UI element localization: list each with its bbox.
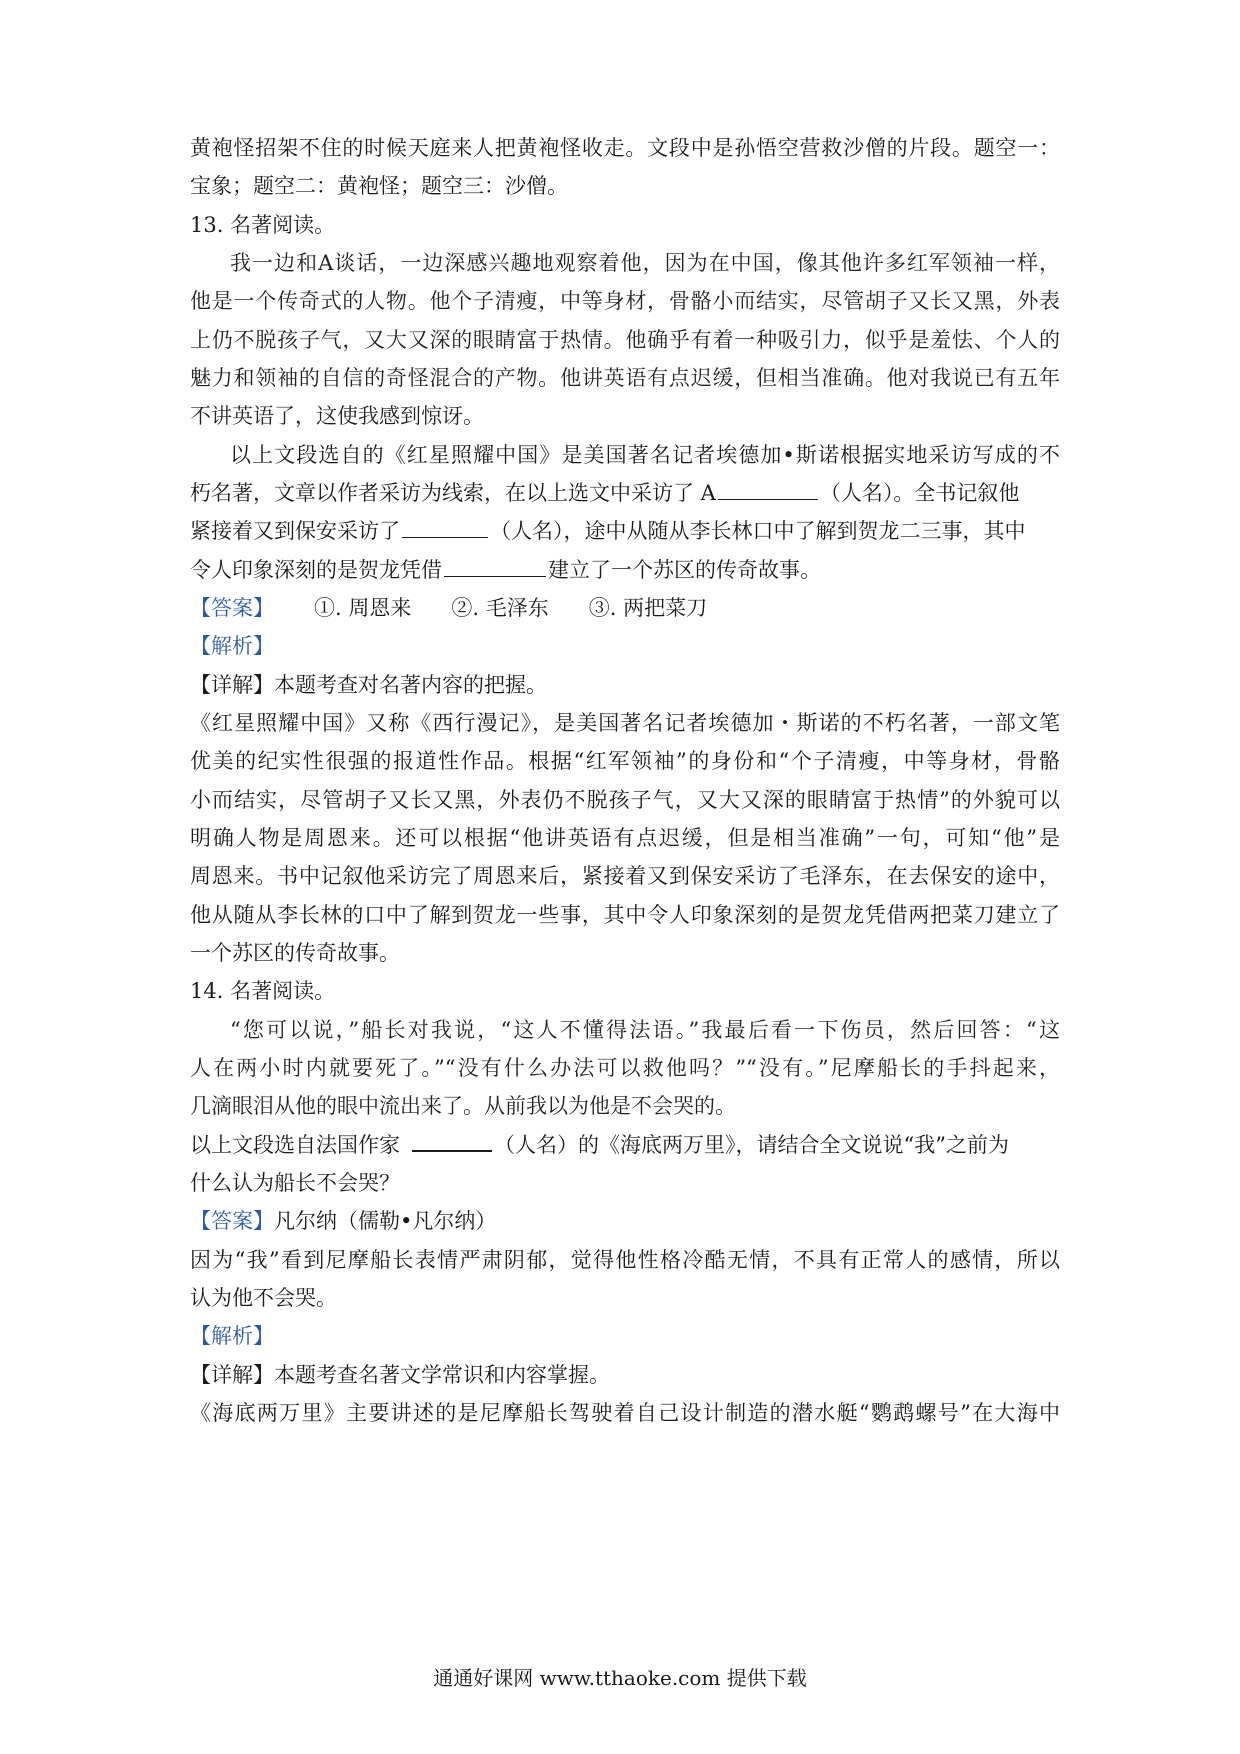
answer-blank[interactable]	[718, 479, 818, 500]
answer-item: ①. 周恩来	[314, 596, 412, 620]
q14-answer-line: 因为“我”看到尼摩船长表情严肃阴郁，觉得他性格冷酷无情，不具有正常人的感情，所以	[190, 1248, 1060, 1272]
q13-question-line	[190, 478, 1060, 508]
q13-passage-line: 魅力和领袖的自信的奇怪混合的产物。他讲英语有点迟缓，但相当准确。他对我说已有五年	[190, 366, 1060, 390]
text-line: 宝象；题空二：黄袍怪；题空三：沙僧。	[190, 174, 568, 198]
q14-passage-line: 人在两小时内就要死了。”“没有什么办法可以救他吗？”“没有。”尼摩船长的手抖起来，	[190, 1056, 1060, 1080]
detail-tag: 【详解】	[190, 1363, 274, 1387]
detail-text: 本题考查名著文学常识和内容掌握。	[274, 1363, 610, 1387]
q13-detail-line	[190, 670, 1060, 700]
analysis-tag: 【解析】	[190, 634, 274, 658]
q13-explanation-line: 明确人物是周恩来。还可以根据“他讲英语有点迟缓，但是相当准确”一句，可知“他”是	[190, 826, 1060, 850]
q13-analysis-line	[190, 631, 1060, 661]
q13-question-text: 朽名著，文章以作者采访为线索，在以上选文中采访了 A	[190, 481, 716, 505]
detail-tag: 【详解】	[190, 673, 274, 697]
analysis-tag: 【解析】	[190, 1324, 274, 1348]
q13-question-text: 令人印象深刻的是贺龙凭借	[190, 558, 442, 582]
q13-answer-line	[190, 593, 1060, 623]
answer-tag: 【答案】	[190, 1209, 274, 1233]
q13-question-text: （人名）。全书记叙他	[819, 481, 1020, 505]
answer-item: ②. 毛泽东	[451, 596, 549, 620]
q14-detail-line	[190, 1360, 1060, 1390]
q13-question-text: （人名），途中从随从李长林口中了解到贺龙二三事，其中	[490, 519, 1026, 543]
q13-explanation-line: 他从随从李长林的口中了解到贺龙一些事，其中令人印象深刻的是贺龙凭借两把菜刀建立了	[190, 903, 1060, 927]
q13-passage-line: 不讲英语了，这使我感到惊讶。	[190, 404, 484, 428]
answer-blank[interactable]	[412, 1130, 492, 1152]
answer-item: ③. 两把菜刀	[588, 596, 708, 620]
q13-question-line: 以上文段选自的《红星照耀中国》是美国著名记者埃德加•斯诺根据实地采访写成的不	[230, 443, 1060, 467]
q14-explanation-line: 《海底两万里》主要讲述的是尼摩船长驾驶着自己设计制造的潜水艇“鹦鹉螺号”在大海中	[190, 1401, 1060, 1425]
q13-explanation-line: 优美的纪实性很强的报道性作品。根据“红军领袖”的身份和“个子清瘦，中等身材，骨骼	[190, 749, 1060, 773]
answer-text: 凡尔纳（儒勒•凡尔纳）	[274, 1209, 497, 1233]
q14-answer-line	[190, 1206, 1060, 1236]
q13-question-text: 建立了一个苏区的传奇故事。	[548, 558, 821, 582]
q14-question-line: 什么认为船长不会哭？	[190, 1171, 400, 1195]
question-14-title: 14. 名著阅读。	[190, 979, 336, 1003]
q14-analysis-line	[190, 1321, 1060, 1351]
page-footer: 通通好课网 www.tthaoke.com 提供下载	[433, 1666, 807, 1690]
q13-question-line	[190, 555, 1060, 585]
q14-passage-line: 几滴眼泪从他的眼中流出来了。从前我以为他是不会哭的。	[190, 1094, 736, 1118]
q13-explanation-line: 小而结实，尽管胡子又长又黑，外表仍不脱孩子气，又大又深的眼睛富于热情”的外貌可以	[190, 788, 1060, 812]
answer-blank[interactable]	[444, 556, 546, 577]
q14-answer-line: 认为他不会哭。	[190, 1286, 337, 1310]
text-line: 黄袍怪招架不住的时候天庭来人把黄袍怪收走。文段中是孙悟空营救沙僧的片段。题空一：	[190, 136, 1060, 160]
q14-passage-line: “您可以说，”船长对我说，“这人不懂得法语。”我最后看一下伤员，然后回答：“这	[230, 1018, 1060, 1042]
q13-passage-line: 我一边和A谈话，一边深感兴趣地观察着他，因为在中国，像其他许多红军领袖一样，	[230, 251, 1060, 275]
detail-text: 本题考查对名著内容的把握。	[274, 673, 547, 697]
q13-explanation-line: 周恩来。书中记叙他采访完了周恩来后，紧接着又到保安采访了毛泽东，在去保安的途中，	[190, 864, 1060, 888]
q13-explanation-line: 一个苏区的传奇故事。	[190, 941, 400, 965]
answer-tag: 【答案】	[190, 596, 274, 620]
q13-question-text: 紧接着又到保安采访了	[190, 519, 400, 543]
q13-question-line	[190, 516, 1060, 546]
q14-question-text: 以上文段选自法国作家	[190, 1133, 400, 1157]
q13-passage-line: 他是一个传奇式的人物。他个子清瘦，中等身材，骨骼小而结实，尽管胡子又长又黑，外表	[190, 289, 1060, 313]
q14-question-line	[190, 1130, 1060, 1160]
question-13-title: 13. 名著阅读。	[190, 213, 336, 237]
q13-explanation-line: 《红星照耀中国》又称《西行漫记》，是美国著名记者埃德加・斯诺的不朽名著，一部文笔	[190, 711, 1060, 735]
q14-question-text: （人名）的《海底两万里》，请结合全文说说“我”之前为	[494, 1133, 1009, 1157]
q13-passage-line: 上仍不脱孩子气，又大又深的眼睛富于热情。他确乎有着一种吸引力，似乎是羞怯、个人的	[190, 328, 1060, 352]
answer-blank[interactable]	[402, 517, 488, 538]
